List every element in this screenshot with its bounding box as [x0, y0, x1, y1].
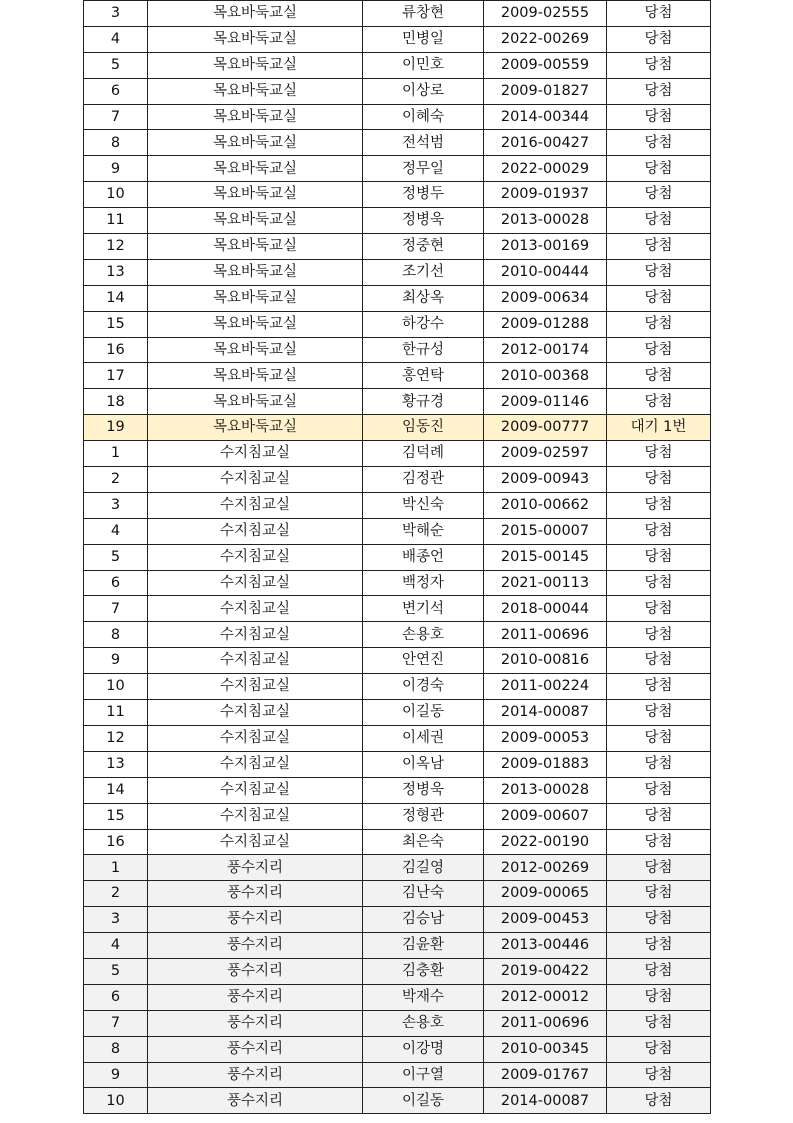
- row-number-cell: 4: [84, 933, 148, 959]
- member-id-cell: 2022-00029: [484, 156, 607, 182]
- table-row: [84, 596, 711, 622]
- result-status-cell: 당첨: [607, 622, 711, 648]
- table-row: [84, 156, 711, 182]
- class-name-cell: 목요바둑교실: [148, 78, 363, 104]
- member-name-cell: 한규성: [363, 337, 484, 363]
- member-id-cell: 2009-00559: [484, 52, 607, 78]
- result-status-cell: 당첨: [607, 933, 711, 959]
- member-name-cell: 정병욱: [363, 208, 484, 234]
- table-row: [84, 1062, 711, 1088]
- table-row: [84, 1010, 711, 1036]
- member-name-cell: 이강명: [363, 1036, 484, 1062]
- class-name-cell: 목요바둑교실: [148, 26, 363, 52]
- table-row: [84, 544, 711, 570]
- table-row: [84, 415, 711, 441]
- table-row: [84, 1088, 711, 1114]
- table-row: [84, 622, 711, 648]
- result-status-cell: 당첨: [607, 156, 711, 182]
- table-row: [84, 26, 711, 52]
- class-name-cell: 수지침교실: [148, 467, 363, 493]
- table-row: [84, 208, 711, 234]
- member-id-cell: 2014-00087: [484, 700, 607, 726]
- result-status-cell: 당첨: [607, 104, 711, 130]
- member-id-cell: 2009-00453: [484, 907, 607, 933]
- member-name-cell: 김난숙: [363, 881, 484, 907]
- member-id-cell: 2012-00174: [484, 337, 607, 363]
- class-name-cell: 풍수지리: [148, 881, 363, 907]
- row-number-cell: 3: [84, 907, 148, 933]
- row-number-cell: 11: [84, 700, 148, 726]
- result-status-cell: 당첨: [607, 596, 711, 622]
- row-number-cell: 16: [84, 337, 148, 363]
- result-status-cell: 당첨: [607, 130, 711, 156]
- table-row: [84, 337, 711, 363]
- table-row: [84, 52, 711, 78]
- member-id-cell: 2013-00446: [484, 933, 607, 959]
- member-name-cell: 이민호: [363, 52, 484, 78]
- member-name-cell: 이경숙: [363, 674, 484, 700]
- member-id-cell: 2015-00007: [484, 518, 607, 544]
- member-name-cell: 이구열: [363, 1062, 484, 1088]
- member-name-cell: 김충환: [363, 958, 484, 984]
- result-status-cell: 당첨: [607, 208, 711, 234]
- row-number-cell: 9: [84, 1062, 148, 1088]
- result-status-cell: 당첨: [607, 337, 711, 363]
- row-number-cell: 2: [84, 881, 148, 907]
- member-name-cell: 박재수: [363, 984, 484, 1010]
- member-name-cell: 김길영: [363, 855, 484, 881]
- member-id-cell: 2018-00044: [484, 596, 607, 622]
- result-status-cell: 당첨: [607, 544, 711, 570]
- table-row: [84, 311, 711, 337]
- class-name-cell: 풍수지리: [148, 933, 363, 959]
- member-name-cell: 박해순: [363, 518, 484, 544]
- table-row: [84, 104, 711, 130]
- class-name-cell: 수지침교실: [148, 648, 363, 674]
- table-row: [84, 855, 711, 881]
- member-name-cell: 하강수: [363, 311, 484, 337]
- member-name-cell: 손용호: [363, 1010, 484, 1036]
- member-id-cell: 2013-00028: [484, 777, 607, 803]
- table-row: [84, 441, 711, 467]
- row-number-cell: 6: [84, 984, 148, 1010]
- lottery-results-table: [83, 0, 711, 1114]
- member-name-cell: 이길동: [363, 1088, 484, 1114]
- class-name-cell: 수지침교실: [148, 622, 363, 648]
- table-row: [84, 234, 711, 260]
- class-name-cell: 수지침교실: [148, 518, 363, 544]
- class-name-cell: 수지침교실: [148, 441, 363, 467]
- class-name-cell: 목요바둑교실: [148, 182, 363, 208]
- member-id-cell: 2015-00145: [484, 544, 607, 570]
- result-status-cell: 당첨: [607, 700, 711, 726]
- member-name-cell: 홍연탁: [363, 363, 484, 389]
- member-id-cell: 2010-00444: [484, 259, 607, 285]
- member-id-cell: 2009-01767: [484, 1062, 607, 1088]
- class-name-cell: 수지침교실: [148, 570, 363, 596]
- member-id-cell: 2022-00190: [484, 829, 607, 855]
- class-name-cell: 수지침교실: [148, 544, 363, 570]
- table-row: [84, 518, 711, 544]
- result-status-cell: 당첨: [607, 751, 711, 777]
- member-name-cell: 류창현: [363, 1, 484, 27]
- table-row: [84, 1036, 711, 1062]
- member-id-cell: 2010-00816: [484, 648, 607, 674]
- member-name-cell: 김덕례: [363, 441, 484, 467]
- member-name-cell: 민병일: [363, 26, 484, 52]
- result-status-cell: 당첨: [607, 234, 711, 260]
- class-name-cell: 수지침교실: [148, 596, 363, 622]
- result-status-cell: 당첨: [607, 777, 711, 803]
- result-status-cell: 당첨: [607, 259, 711, 285]
- table-row: [84, 570, 711, 596]
- member-id-cell: 2009-00777: [484, 415, 607, 441]
- result-status-cell: 당첨: [607, 467, 711, 493]
- member-id-cell: 2014-00344: [484, 104, 607, 130]
- member-name-cell: 조기선: [363, 259, 484, 285]
- row-number-cell: 3: [84, 1, 148, 27]
- class-name-cell: 수지침교실: [148, 751, 363, 777]
- row-number-cell: 7: [84, 104, 148, 130]
- table-row: [84, 907, 711, 933]
- class-name-cell: 풍수지리: [148, 958, 363, 984]
- result-status-cell: 당첨: [607, 1088, 711, 1114]
- table-row: [84, 648, 711, 674]
- member-name-cell: 정병욱: [363, 777, 484, 803]
- result-status-cell: 당첨: [607, 311, 711, 337]
- table-row: [84, 130, 711, 156]
- row-number-cell: 10: [84, 182, 148, 208]
- row-number-cell: 13: [84, 259, 148, 285]
- result-status-cell: 당첨: [607, 182, 711, 208]
- member-id-cell: 2011-00696: [484, 1010, 607, 1036]
- result-status-cell: 당첨: [607, 52, 711, 78]
- member-id-cell: 2010-00345: [484, 1036, 607, 1062]
- table-row: [84, 725, 711, 751]
- member-name-cell: 손용호: [363, 622, 484, 648]
- class-name-cell: 목요바둑교실: [148, 1, 363, 27]
- member-id-cell: 2009-02597: [484, 441, 607, 467]
- member-id-cell: 2009-01288: [484, 311, 607, 337]
- class-name-cell: 목요바둑교실: [148, 415, 363, 441]
- table-row: [84, 363, 711, 389]
- class-name-cell: 수지침교실: [148, 674, 363, 700]
- member-id-cell: 2019-00422: [484, 958, 607, 984]
- member-id-cell: 2011-00224: [484, 674, 607, 700]
- class-name-cell: 목요바둑교실: [148, 389, 363, 415]
- member-name-cell: 최상옥: [363, 285, 484, 311]
- table-row: [84, 674, 711, 700]
- member-name-cell: 백정자: [363, 570, 484, 596]
- result-status-cell: 당첨: [607, 492, 711, 518]
- table-row: [84, 829, 711, 855]
- table-row: [84, 78, 711, 104]
- class-name-cell: 목요바둑교실: [148, 311, 363, 337]
- row-number-cell: 17: [84, 363, 148, 389]
- result-status-cell: 당첨: [607, 570, 711, 596]
- result-status-cell: 당첨: [607, 78, 711, 104]
- class-name-cell: 목요바둑교실: [148, 363, 363, 389]
- member-id-cell: 2013-00169: [484, 234, 607, 260]
- member-name-cell: 정형관: [363, 803, 484, 829]
- member-id-cell: 2009-01146: [484, 389, 607, 415]
- table-row: [84, 467, 711, 493]
- member-name-cell: 이옥남: [363, 751, 484, 777]
- member-name-cell: 전석범: [363, 130, 484, 156]
- member-name-cell: 이세권: [363, 725, 484, 751]
- member-name-cell: 임동진: [363, 415, 484, 441]
- class-name-cell: 풍수지리: [148, 1062, 363, 1088]
- class-name-cell: 풍수지리: [148, 907, 363, 933]
- table-row: [84, 285, 711, 311]
- class-name-cell: 풍수지리: [148, 1088, 363, 1114]
- table-row: [84, 492, 711, 518]
- row-number-cell: 5: [84, 544, 148, 570]
- member-id-cell: 2009-00634: [484, 285, 607, 311]
- result-status-cell: 당첨: [607, 518, 711, 544]
- class-name-cell: 목요바둑교실: [148, 285, 363, 311]
- member-name-cell: 김윤환: [363, 933, 484, 959]
- result-status-cell: 당첨: [607, 389, 711, 415]
- table-row: [84, 984, 711, 1010]
- result-status-cell: 대기 1번: [607, 415, 711, 441]
- result-status-cell: 당첨: [607, 285, 711, 311]
- result-status-cell: 당첨: [607, 984, 711, 1010]
- row-number-cell: 15: [84, 311, 148, 337]
- result-status-cell: 당첨: [607, 803, 711, 829]
- class-name-cell: 수지침교실: [148, 829, 363, 855]
- member-name-cell: 황규경: [363, 389, 484, 415]
- row-number-cell: 19: [84, 415, 148, 441]
- member-name-cell: 박신숙: [363, 492, 484, 518]
- member-id-cell: 2009-00607: [484, 803, 607, 829]
- class-name-cell: 목요바둑교실: [148, 259, 363, 285]
- class-name-cell: 목요바둑교실: [148, 52, 363, 78]
- member-name-cell: 이혜숙: [363, 104, 484, 130]
- member-id-cell: 2009-01883: [484, 751, 607, 777]
- class-name-cell: 풍수지리: [148, 984, 363, 1010]
- row-number-cell: 2: [84, 467, 148, 493]
- row-number-cell: 18: [84, 389, 148, 415]
- member-id-cell: 2009-01827: [484, 78, 607, 104]
- row-number-cell: 12: [84, 234, 148, 260]
- member-name-cell: 안연진: [363, 648, 484, 674]
- member-id-cell: 2021-00113: [484, 570, 607, 596]
- result-status-cell: 당첨: [607, 907, 711, 933]
- row-number-cell: 8: [84, 130, 148, 156]
- row-number-cell: 4: [84, 26, 148, 52]
- member-id-cell: 2012-00012: [484, 984, 607, 1010]
- table-row: [84, 777, 711, 803]
- class-name-cell: 목요바둑교실: [148, 234, 363, 260]
- result-status-cell: 당첨: [607, 725, 711, 751]
- row-number-cell: 14: [84, 285, 148, 311]
- class-name-cell: 수지침교실: [148, 777, 363, 803]
- table-row: [84, 389, 711, 415]
- class-name-cell: 수지침교실: [148, 803, 363, 829]
- result-status-cell: 당첨: [607, 881, 711, 907]
- row-number-cell: 6: [84, 78, 148, 104]
- row-number-cell: 5: [84, 958, 148, 984]
- row-number-cell: 6: [84, 570, 148, 596]
- row-number-cell: 4: [84, 518, 148, 544]
- result-status-cell: 당첨: [607, 1, 711, 27]
- row-number-cell: 10: [84, 674, 148, 700]
- table-row: [84, 1, 711, 27]
- row-number-cell: 1: [84, 855, 148, 881]
- class-name-cell: 수지침교실: [148, 700, 363, 726]
- member-id-cell: 2009-00065: [484, 881, 607, 907]
- class-name-cell: 풍수지리: [148, 1010, 363, 1036]
- results-table-body: [84, 1, 711, 1114]
- row-number-cell: 7: [84, 596, 148, 622]
- member-id-cell: 2014-00087: [484, 1088, 607, 1114]
- table-row: [84, 700, 711, 726]
- member-id-cell: 2009-00053: [484, 725, 607, 751]
- table-row: [84, 958, 711, 984]
- class-name-cell: 풍수지리: [148, 855, 363, 881]
- class-name-cell: 목요바둑교실: [148, 156, 363, 182]
- row-number-cell: 8: [84, 622, 148, 648]
- member-name-cell: 정무일: [363, 156, 484, 182]
- table-row: [84, 259, 711, 285]
- row-number-cell: 12: [84, 725, 148, 751]
- member-id-cell: 2009-01937: [484, 182, 607, 208]
- result-status-cell: 당첨: [607, 441, 711, 467]
- row-number-cell: 7: [84, 1010, 148, 1036]
- result-status-cell: 당첨: [607, 363, 711, 389]
- row-number-cell: 3: [84, 492, 148, 518]
- result-status-cell: 당첨: [607, 855, 711, 881]
- member-id-cell: 2009-02555: [484, 1, 607, 27]
- member-id-cell: 2011-00696: [484, 622, 607, 648]
- member-id-cell: 2016-00427: [484, 130, 607, 156]
- row-number-cell: 13: [84, 751, 148, 777]
- class-name-cell: 수지침교실: [148, 492, 363, 518]
- row-number-cell: 9: [84, 648, 148, 674]
- row-number-cell: 8: [84, 1036, 148, 1062]
- class-name-cell: 목요바둑교실: [148, 130, 363, 156]
- member-id-cell: 2010-00368: [484, 363, 607, 389]
- class-name-cell: 목요바둑교실: [148, 337, 363, 363]
- table-row: [84, 881, 711, 907]
- member-name-cell: 최은숙: [363, 829, 484, 855]
- table-row: [84, 182, 711, 208]
- member-id-cell: 2022-00269: [484, 26, 607, 52]
- member-name-cell: 이길동: [363, 700, 484, 726]
- row-number-cell: 16: [84, 829, 148, 855]
- result-status-cell: 당첨: [607, 674, 711, 700]
- class-name-cell: 목요바둑교실: [148, 208, 363, 234]
- table-row: [84, 803, 711, 829]
- row-number-cell: 5: [84, 52, 148, 78]
- result-status-cell: 당첨: [607, 1036, 711, 1062]
- row-number-cell: 14: [84, 777, 148, 803]
- row-number-cell: 1: [84, 441, 148, 467]
- member-id-cell: 2009-00943: [484, 467, 607, 493]
- member-id-cell: 2012-00269: [484, 855, 607, 881]
- result-status-cell: 당첨: [607, 958, 711, 984]
- result-status-cell: 당첨: [607, 648, 711, 674]
- member-name-cell: 변기석: [363, 596, 484, 622]
- member-name-cell: 김승남: [363, 907, 484, 933]
- table-row: [84, 933, 711, 959]
- member-id-cell: 2010-00662: [484, 492, 607, 518]
- class-name-cell: 수지침교실: [148, 725, 363, 751]
- row-number-cell: 11: [84, 208, 148, 234]
- class-name-cell: 풍수지리: [148, 1036, 363, 1062]
- member-id-cell: 2013-00028: [484, 208, 607, 234]
- member-name-cell: 배종언: [363, 544, 484, 570]
- result-status-cell: 당첨: [607, 1010, 711, 1036]
- row-number-cell: 10: [84, 1088, 148, 1114]
- member-name-cell: 정병두: [363, 182, 484, 208]
- member-name-cell: 이상로: [363, 78, 484, 104]
- result-status-cell: 당첨: [607, 829, 711, 855]
- member-name-cell: 정중현: [363, 234, 484, 260]
- class-name-cell: 목요바둑교실: [148, 104, 363, 130]
- result-status-cell: 당첨: [607, 26, 711, 52]
- member-name-cell: 김정관: [363, 467, 484, 493]
- table-row: [84, 751, 711, 777]
- result-status-cell: 당첨: [607, 1062, 711, 1088]
- row-number-cell: 15: [84, 803, 148, 829]
- row-number-cell: 9: [84, 156, 148, 182]
